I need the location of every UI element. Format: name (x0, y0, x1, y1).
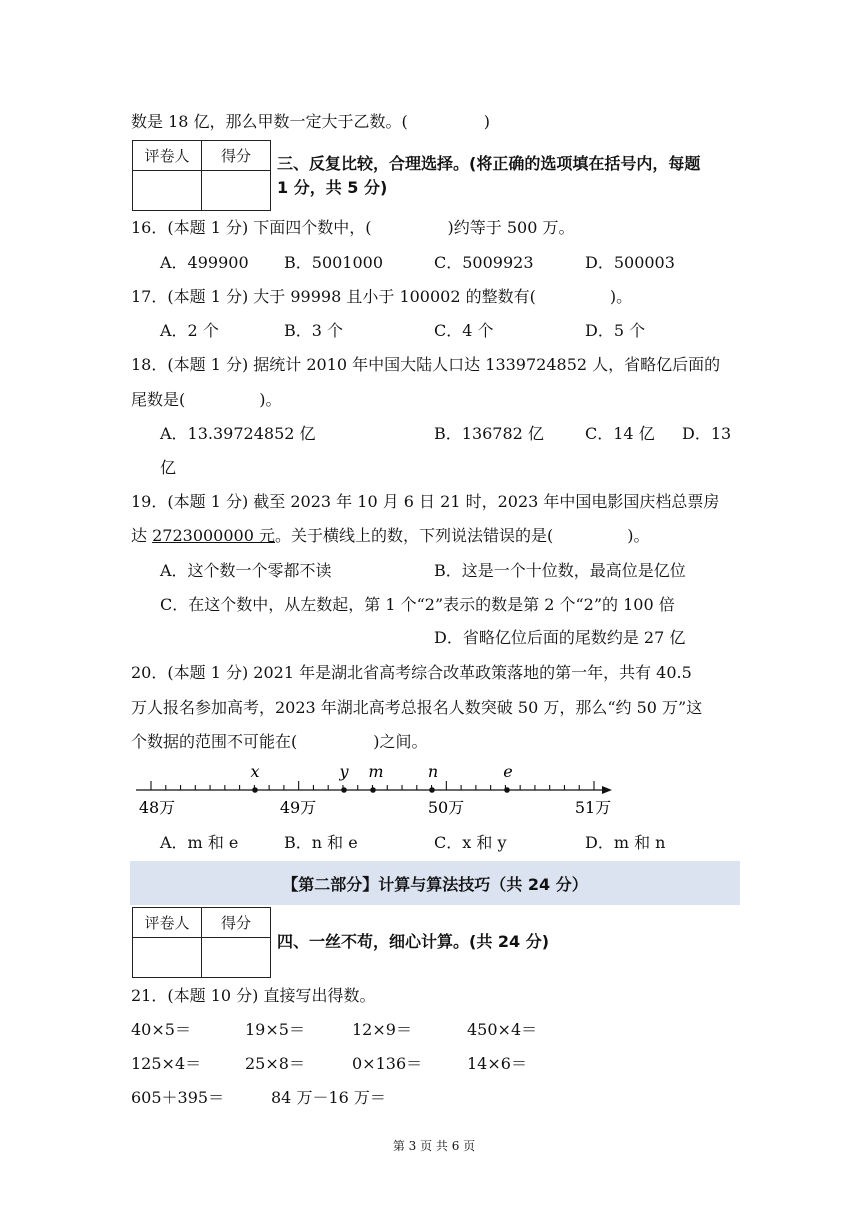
q18-option-a[interactable]: A．13.39724852 亿 (160, 424, 316, 443)
q17-stem-b: )。 (609, 287, 633, 306)
grader-table-1 (132, 140, 271, 211)
q17-option-b[interactable]: B．3 个 (284, 321, 344, 340)
point-label-y: y (339, 762, 349, 781)
score-header: 得分 (202, 908, 271, 938)
q20-line3-a: 个数据的范围不可能在( (131, 732, 298, 751)
q21-stem: 21．(本题 10 分) 直接写出得数。 (131, 986, 376, 1005)
q19-line2-prefix: 达 (131, 526, 153, 545)
q15-continuation (131, 114, 490, 130)
q18-line1: 18．(本题 1 分) 据统计 2010 年中国大陆人口达 1339724852 人，省略亿后面的 (131, 355, 721, 374)
point-label-n: n (427, 762, 439, 781)
q20-option-d[interactable]: D．m 和 n (585, 833, 666, 852)
score-cell[interactable] (202, 938, 271, 978)
q18-line2 (131, 392, 282, 408)
q15-text: 数是 18 亿，那么甲数一定大于乙数。( (131, 112, 408, 131)
point-e (504, 787, 510, 793)
q18-option-c[interactable]: C．14 亿 (585, 424, 655, 443)
q19-option-c[interactable]: C．在这个数中，从左数起，第 1 个“2”表示的数是第 2 个“2”的 100 倍 (160, 595, 675, 614)
q18-line2-a: 尾数是( (131, 390, 186, 409)
score-cell[interactable] (202, 171, 271, 211)
q17-stem (131, 289, 632, 305)
q16-option-c[interactable]: C．5009923 (434, 253, 534, 272)
q20-option-a[interactable]: A．m 和 e (160, 833, 239, 852)
point-label-x: x (250, 762, 260, 781)
point-label-m: m (368, 762, 384, 781)
point-label-e: e (503, 762, 513, 781)
q16-stem-b: )约等于 500 万。 (447, 218, 575, 237)
point-n (429, 787, 435, 793)
calc-item[interactable]: 605＋395＝ (131, 1088, 225, 1107)
point-m (370, 787, 376, 793)
tick-label-50: 50万 (427, 798, 465, 817)
q20-option-b[interactable]: B．n 和 e (284, 833, 358, 852)
q19-line2-end: )。 (627, 526, 650, 545)
section3-title-line1: 三、反复比较，合理选择。(将正确的选项填在括号内，每题 (277, 154, 701, 173)
q19-line1: 19．(本题 1 分) 截至 2023 年 10 月 6 日 21 时，2023 年中国电影国庆档总票房 (131, 492, 720, 511)
q17-option-d[interactable]: D．5 个 (585, 321, 646, 340)
score-header: 得分 (202, 141, 271, 171)
section4-title: 四、一丝不苟，细心计算。(共 24 分) (277, 932, 550, 951)
q20-line3 (131, 734, 428, 750)
calc-item[interactable]: 25×8＝ (245, 1054, 305, 1073)
q20-option-c[interactable]: C．x 和 y (434, 833, 507, 852)
calc-item[interactable]: 125×4＝ (131, 1054, 202, 1073)
q19-underlined-number: 2723000000 元 (152, 526, 275, 545)
q16-option-d[interactable]: D．500003 (585, 253, 675, 272)
calc-item[interactable]: 84 万－16 万＝ (271, 1088, 386, 1107)
point-y (341, 787, 347, 793)
part2-banner (130, 861, 740, 905)
q19-option-d[interactable]: D．省略亿位后面的尾数约是 27 亿 (434, 628, 686, 647)
grader-table-2 (132, 907, 271, 978)
calc-item[interactable]: 0×136＝ (352, 1054, 423, 1073)
number-line (0, 755, 868, 825)
q19-option-b[interactable]: B．这是一个十位数，最高位是亿位 (434, 561, 686, 580)
part2-banner-text: 【第二部分】计算与算法技巧（共 24 分） (282, 874, 588, 894)
reviewer-cell[interactable] (133, 938, 202, 978)
q16-stem (131, 220, 575, 236)
calc-item[interactable]: 450×4＝ (467, 1020, 538, 1039)
reviewer-header: 评卷人 (133, 908, 202, 938)
calc-item[interactable]: 12×9＝ (352, 1020, 412, 1039)
q19-option-a[interactable]: A．这个数一个零都不读 (160, 561, 332, 580)
number-line-arrow (602, 786, 612, 794)
calc-item[interactable]: 40×5＝ (131, 1020, 191, 1039)
q20-line1: 20．(本题 1 分) 2021 年是湖北省高考综合改革政策落地的第一年，共有 40.5 (131, 663, 692, 682)
page-footer: 第 3 页 共 6 页 (392, 1139, 476, 1153)
section3-title-line2: 1 分，共 5 分) (277, 178, 388, 197)
q19-line2 (131, 528, 649, 544)
calc-item[interactable]: 19×5＝ (245, 1020, 305, 1039)
tick-label-48: 48万 (138, 798, 176, 817)
q17-option-a[interactable]: A．2 个 (160, 321, 219, 340)
point-x (252, 787, 258, 793)
q18-option-d-wrap: 亿 (160, 458, 177, 477)
tick-label-51: 51万 (574, 798, 612, 817)
q18-option-b[interactable]: B．136782 亿 (434, 424, 544, 443)
q17-stem-a: 17．(本题 1 分) 大于 99998 且小于 100002 的整数有( (131, 287, 536, 306)
q19-line2-mid: 。关于横线上的数，下列说法错误的是( (274, 526, 554, 545)
reviewer-cell[interactable] (133, 171, 202, 211)
reviewer-header: 评卷人 (133, 141, 202, 171)
q18-line2-b: )。 (259, 390, 282, 409)
tick-label-49: 49万 (279, 798, 317, 817)
calc-item[interactable]: 14×6＝ (467, 1054, 527, 1073)
q20-line2: 万人报名参加高考，2023 年湖北高考总报名人数突破 50 万，那么“约 50 万”这 (131, 698, 703, 717)
q18-option-d[interactable]: D．13 (682, 424, 732, 443)
q16-option-b[interactable]: B．5001000 (284, 253, 384, 272)
q17-option-c[interactable]: C．4 个 (434, 321, 494, 340)
q16-stem-a: 16．(本题 1 分) 下面四个数中，( (131, 218, 372, 237)
q20-line3-b: )之间。 (373, 732, 428, 751)
q16-option-a[interactable]: A．499900 (160, 253, 249, 272)
q15-close: ) (483, 112, 491, 131)
